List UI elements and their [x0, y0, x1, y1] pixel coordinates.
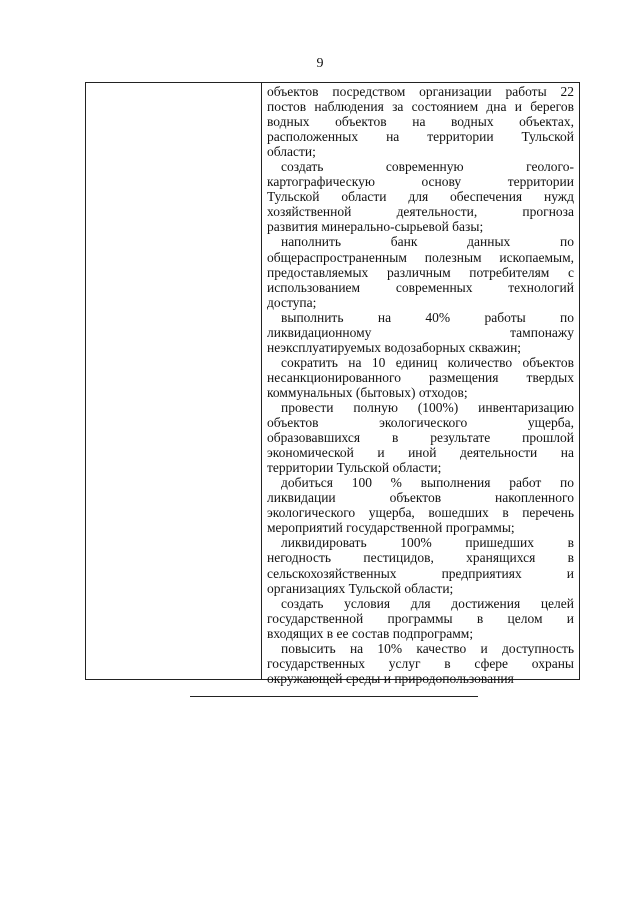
text-line: развития минерально-сырьевой базы;: [267, 219, 484, 235]
text-line: использованием современных технологий: [267, 279, 574, 295]
text-line: предоставляемых различным потребителям с: [267, 264, 574, 280]
text-line: сельскохозяйственных предприятиях и: [267, 565, 574, 581]
text-line: сократить на 10 единиц количество объектов: [281, 354, 574, 370]
text-line: образовавшихся в результате прошлой: [267, 430, 574, 446]
text-line: добиться 100 % выполнения работ по: [281, 475, 574, 491]
table-left-cell: [86, 83, 262, 679]
text-line: Тульской области для обеспечения нужд: [267, 189, 574, 205]
text-line: коммунальных (бытовых) отходов;: [267, 384, 468, 400]
document-table: [85, 82, 580, 686]
text-line: территории Тульской области;: [267, 460, 442, 476]
text-line: мероприятий государственной программы;: [267, 520, 515, 536]
text-line: государственной программы в целом и: [267, 610, 574, 626]
text-line: объектов посредством организации работы 22: [267, 84, 574, 99]
bottom-divider: [190, 696, 478, 697]
text-line: области;: [267, 144, 316, 160]
text-line: ликвидировать 100% пришедших в: [281, 535, 574, 551]
text-line: государственных услуг в сфере охраны: [267, 655, 574, 671]
text-line: водных объектов на водных объектах,: [267, 114, 574, 130]
page-number: 9: [316, 56, 324, 71]
text-line: картографическую основу территории: [267, 174, 574, 190]
text-line: несанкционированного размещения твердых: [267, 369, 574, 385]
text-line: общераспространенным полезным ископаемым,: [267, 249, 574, 265]
text-line: повысить на 10% качество и доступность: [281, 640, 574, 656]
text-line: хозяйственной деятельности, прогноза: [267, 204, 574, 220]
text-line: провести полную (100%) инвентаризацию: [281, 399, 574, 415]
text-line: негодность пестицидов, хранящихся в: [267, 550, 574, 566]
text-line: создать современную геолого-: [281, 159, 574, 175]
text-line: доступа;: [267, 294, 317, 310]
text-line: выполнить на 40% работы по: [281, 309, 574, 325]
text-line: наполнить банк данных по: [281, 234, 574, 250]
text-line: входящих в ее состав подпрограмм;: [267, 625, 474, 641]
text-line: экономической и иной деятельности на: [267, 445, 574, 461]
text-line: ликвидационному тампонажу: [267, 324, 574, 340]
text-line: постов наблюдения за состоянием дна и берегов: [267, 99, 574, 115]
text-line: ликвидации объектов накопленного: [267, 490, 574, 506]
text-line: расположенных на территории Тульской: [267, 129, 574, 145]
text-line: объектов экологического ущерба,: [267, 415, 574, 431]
text-line: организациях Тульской области;: [267, 580, 454, 596]
table-right-cell: [262, 83, 579, 686]
text-line: создать условия для достижения целей: [281, 595, 574, 611]
text-line: окружающей среды и природопользования: [267, 670, 514, 686]
text-line: экологического ущерба, вошедших в перечень: [267, 505, 574, 521]
text-line: неэксплуатируемых водозаборных скважин;: [267, 339, 522, 355]
